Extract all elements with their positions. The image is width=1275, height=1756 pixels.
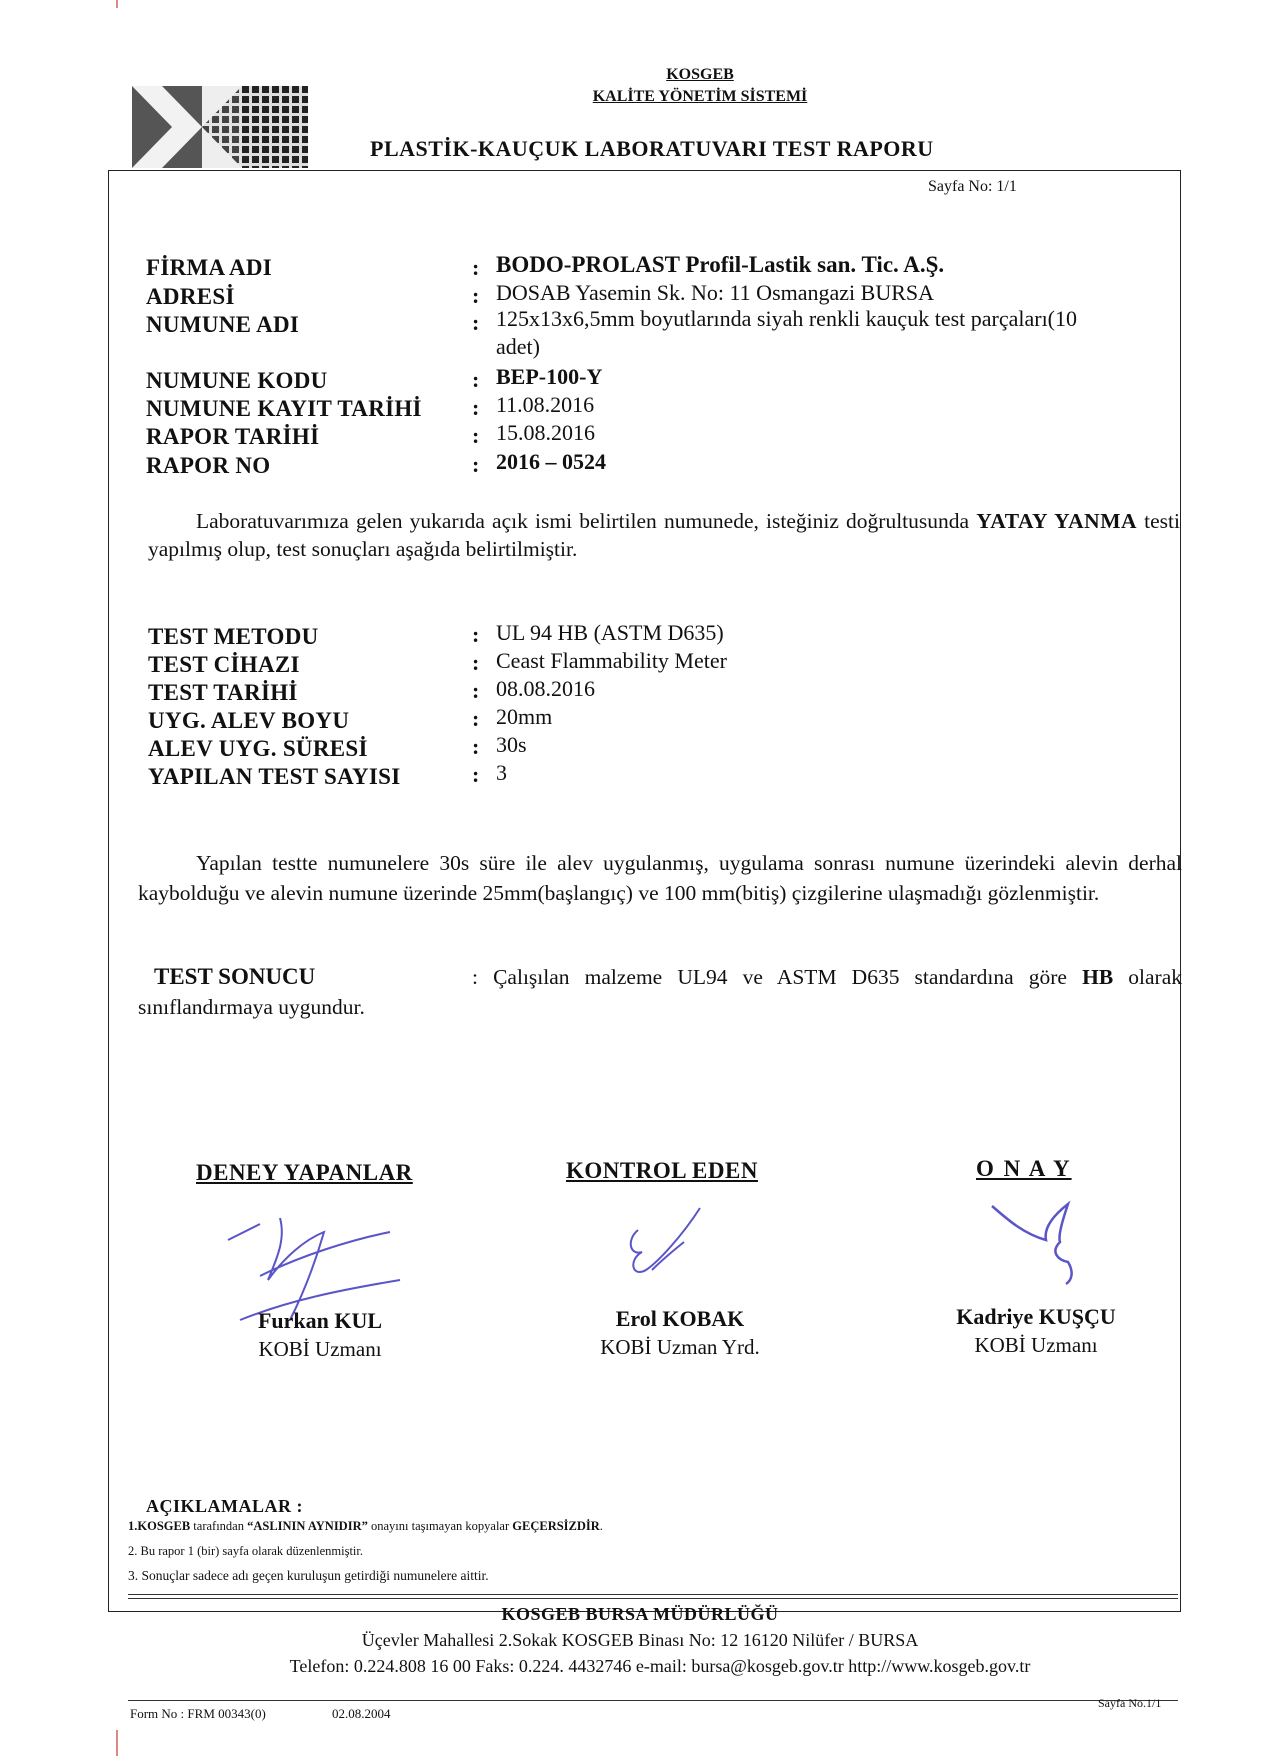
test-label-cihaz: TEST CİHAZI <box>148 652 300 677</box>
observation-paragraph: Yapılan testte numunelere 30s süre ile alev uygulanmış, uygulama sonrası numune üzerindeki alevin derhal kaybolduğu ve alevin numune üzerinde 25mm(başlangıç) ve 100 mm(bitiş) çizgilerine ulaşmadığı gözlenmiştir. <box>138 851 1182 905</box>
signer-role-erol: KOBİ Uzman Yrd. <box>600 1335 760 1359</box>
report-title: PLASTİK-KAUÇUK LABORATUVARI TEST RAPORU <box>370 136 934 161</box>
test-value-cihaz: Ceast Flammability Meter <box>496 648 727 673</box>
colon: : <box>472 310 480 335</box>
colon: : <box>472 706 480 731</box>
signer-role-furkan: KOBİ Uzmanı <box>258 1337 382 1361</box>
colon: : <box>472 367 480 392</box>
signer-name-erol: Erol KOBAK <box>615 1306 745 1331</box>
info-label-kayit-tarihi: NUMUNE KAYIT TARİHİ <box>146 396 422 421</box>
note-2: 2. Bu rapor 1 (bir) sayfa olarak düzenlenmiştir. <box>128 1544 363 1558</box>
form-number: Form No : FRM 00343(0) <box>130 1706 266 1721</box>
form-divider <box>128 1700 1178 1701</box>
info-value-kayit-tarihi: 11.08.2016 <box>496 392 595 417</box>
result-grade: HB <box>1082 965 1114 989</box>
test-label-test-sayisi: YAPILAN TEST SAYISI <box>148 764 401 789</box>
signature-title-controller: KONTROL EDEN <box>566 1158 758 1183</box>
notes-heading: AÇIKLAMALAR : <box>146 1496 303 1516</box>
intro-paragraph <box>148 507 1180 563</box>
test-value-alev-boyu: 20mm <box>496 704 553 729</box>
note-1-number: 1. <box>128 1519 138 1533</box>
header-org: KOSGEB <box>666 66 734 83</box>
note-1-invalid: GEÇERSİZDİR <box>512 1519 600 1533</box>
test-value-alev-suresi: 30s <box>496 732 527 757</box>
colon: : <box>472 452 480 477</box>
colon: : <box>472 423 480 448</box>
info-label-numune-adi: NUMUNE ADI <box>146 312 300 337</box>
signature-title-testers: DENEY YAPANLAR <box>196 1160 413 1185</box>
note-1 <box>128 1519 603 1534</box>
kosgeb-logo <box>132 86 308 168</box>
signer-name-furkan: Furkan KUL <box>257 1308 383 1333</box>
result-paragraph <box>138 962 1182 1022</box>
test-value-test-sayisi: 3 <box>496 760 507 785</box>
signer-role-kadriye: KOBİ Uzmanı <box>974 1333 1098 1357</box>
colon: : <box>472 734 480 759</box>
note-1-text: tarafından <box>190 1519 248 1533</box>
test-label-tarih: TEST TARİHİ <box>148 680 298 705</box>
footer-divider-top <box>128 1594 1178 1595</box>
note-1-period: . <box>599 1519 603 1533</box>
test-label-alev-boyu: UYG. ALEV BOYU <box>148 708 350 733</box>
form-date: 02.08.2004 <box>332 1706 391 1721</box>
colon: : <box>472 283 480 308</box>
signature-title-approval: O N A Y <box>976 1156 1072 1181</box>
info-label-rapor-tarihi: RAPOR TARİHİ <box>146 424 320 449</box>
scan-edge-mark-bottom <box>116 1730 118 1756</box>
result-text-end: olarak sınıflandırmaya uygundur. <box>138 965 1183 1019</box>
test-label-metod: TEST METODU <box>148 624 319 649</box>
scan-edge-mark-top <box>116 0 118 8</box>
colon: : <box>472 255 480 280</box>
footer-address: Üçevler Mahallesi 2.Sokak KOSGEB Binası No: 12 16120 Nilüfer / BURSA <box>361 1630 919 1650</box>
footer-office: KOSGEB BURSA MÜDÜRLÜĞÜ <box>501 1604 779 1624</box>
test-value-metod: UL 94 HB (ASTM D635) <box>496 620 724 645</box>
info-label-firma: FİRMA ADI <box>146 255 273 280</box>
info-value-firma: BODO-PROLAST Profil-Lastik san. Tic. A.Ş. <box>496 252 945 277</box>
signature-erol <box>612 1200 722 1300</box>
info-value-numune-adi: 125x13x6,5mm boyutlarında siyah renkli kauçuk test parçaları(10 <box>496 306 1078 331</box>
note-3: 3. Sonuçlar sadece adı geçen kuruluşun getirdiği numunelere aittir. <box>128 1568 489 1583</box>
info-value-numune-adi-cont: adet) <box>496 334 540 359</box>
note-1-org: KOSGEB <box>137 1519 191 1533</box>
result-label: TEST SONUCU <box>154 964 316 989</box>
footer-page-number: Sayfa No.1/1 <box>1098 1696 1162 1710</box>
intro-text-end: testi yapılmış olup, test sonuçları aşağıda belirtilmiştir. <box>148 509 1180 561</box>
signature-kadriye <box>988 1200 1088 1290</box>
colon: : <box>472 762 480 787</box>
signer-name-kadriye: Kadriye KUŞÇU <box>956 1304 1116 1329</box>
info-label-adres: ADRESİ <box>146 284 235 309</box>
result-text: : Çalışılan malzeme UL94 ve ASTM D635 standardına göre <box>472 965 1083 989</box>
info-value-rapor-tarihi: 15.08.2016 <box>496 420 595 445</box>
intro-text: Laboratuvarımıza gelen yukarıda açık ismi belirtilen numunede, isteğiniz doğrultusunda <box>196 509 977 533</box>
colon: : <box>472 395 480 420</box>
info-label-numune-kodu: NUMUNE KODU <box>146 368 328 393</box>
footer-divider-bottom <box>128 1598 1178 1599</box>
test-label-alev-suresi: ALEV UYG. SÜRESİ <box>148 736 368 761</box>
info-value-adres: DOSAB Yasemin Sk. No: 11 Osmangazi BURSA <box>496 280 935 305</box>
test-value-tarih: 08.08.2016 <box>496 676 595 701</box>
info-value-rapor-no: 2016 – 0524 <box>496 449 606 474</box>
note-1-stamp: “ASLININ AYNIDIR” <box>247 1519 368 1533</box>
page-number: Sayfa No: 1/1 <box>928 178 1017 195</box>
colon: : <box>472 622 480 647</box>
colon: : <box>472 650 480 675</box>
footer-contact: Telefon: 0.224.808 16 00 Faks: 0.224. 4432746 e-mail: bursa@kosgeb.gov.tr http://www.kosgeb.gov.tr <box>289 1656 1031 1676</box>
colon: : <box>472 678 480 703</box>
note-1-text-2: onayını taşımayan kopyalar <box>367 1519 513 1533</box>
info-label-rapor-no: RAPOR NO <box>146 453 271 478</box>
info-value-numune-kodu: BEP-100-Y <box>496 364 603 389</box>
intro-test-name: YATAY YANMA <box>976 509 1138 533</box>
header-system: KALİTE YÖNETİM SİSTEMİ <box>592 88 808 105</box>
